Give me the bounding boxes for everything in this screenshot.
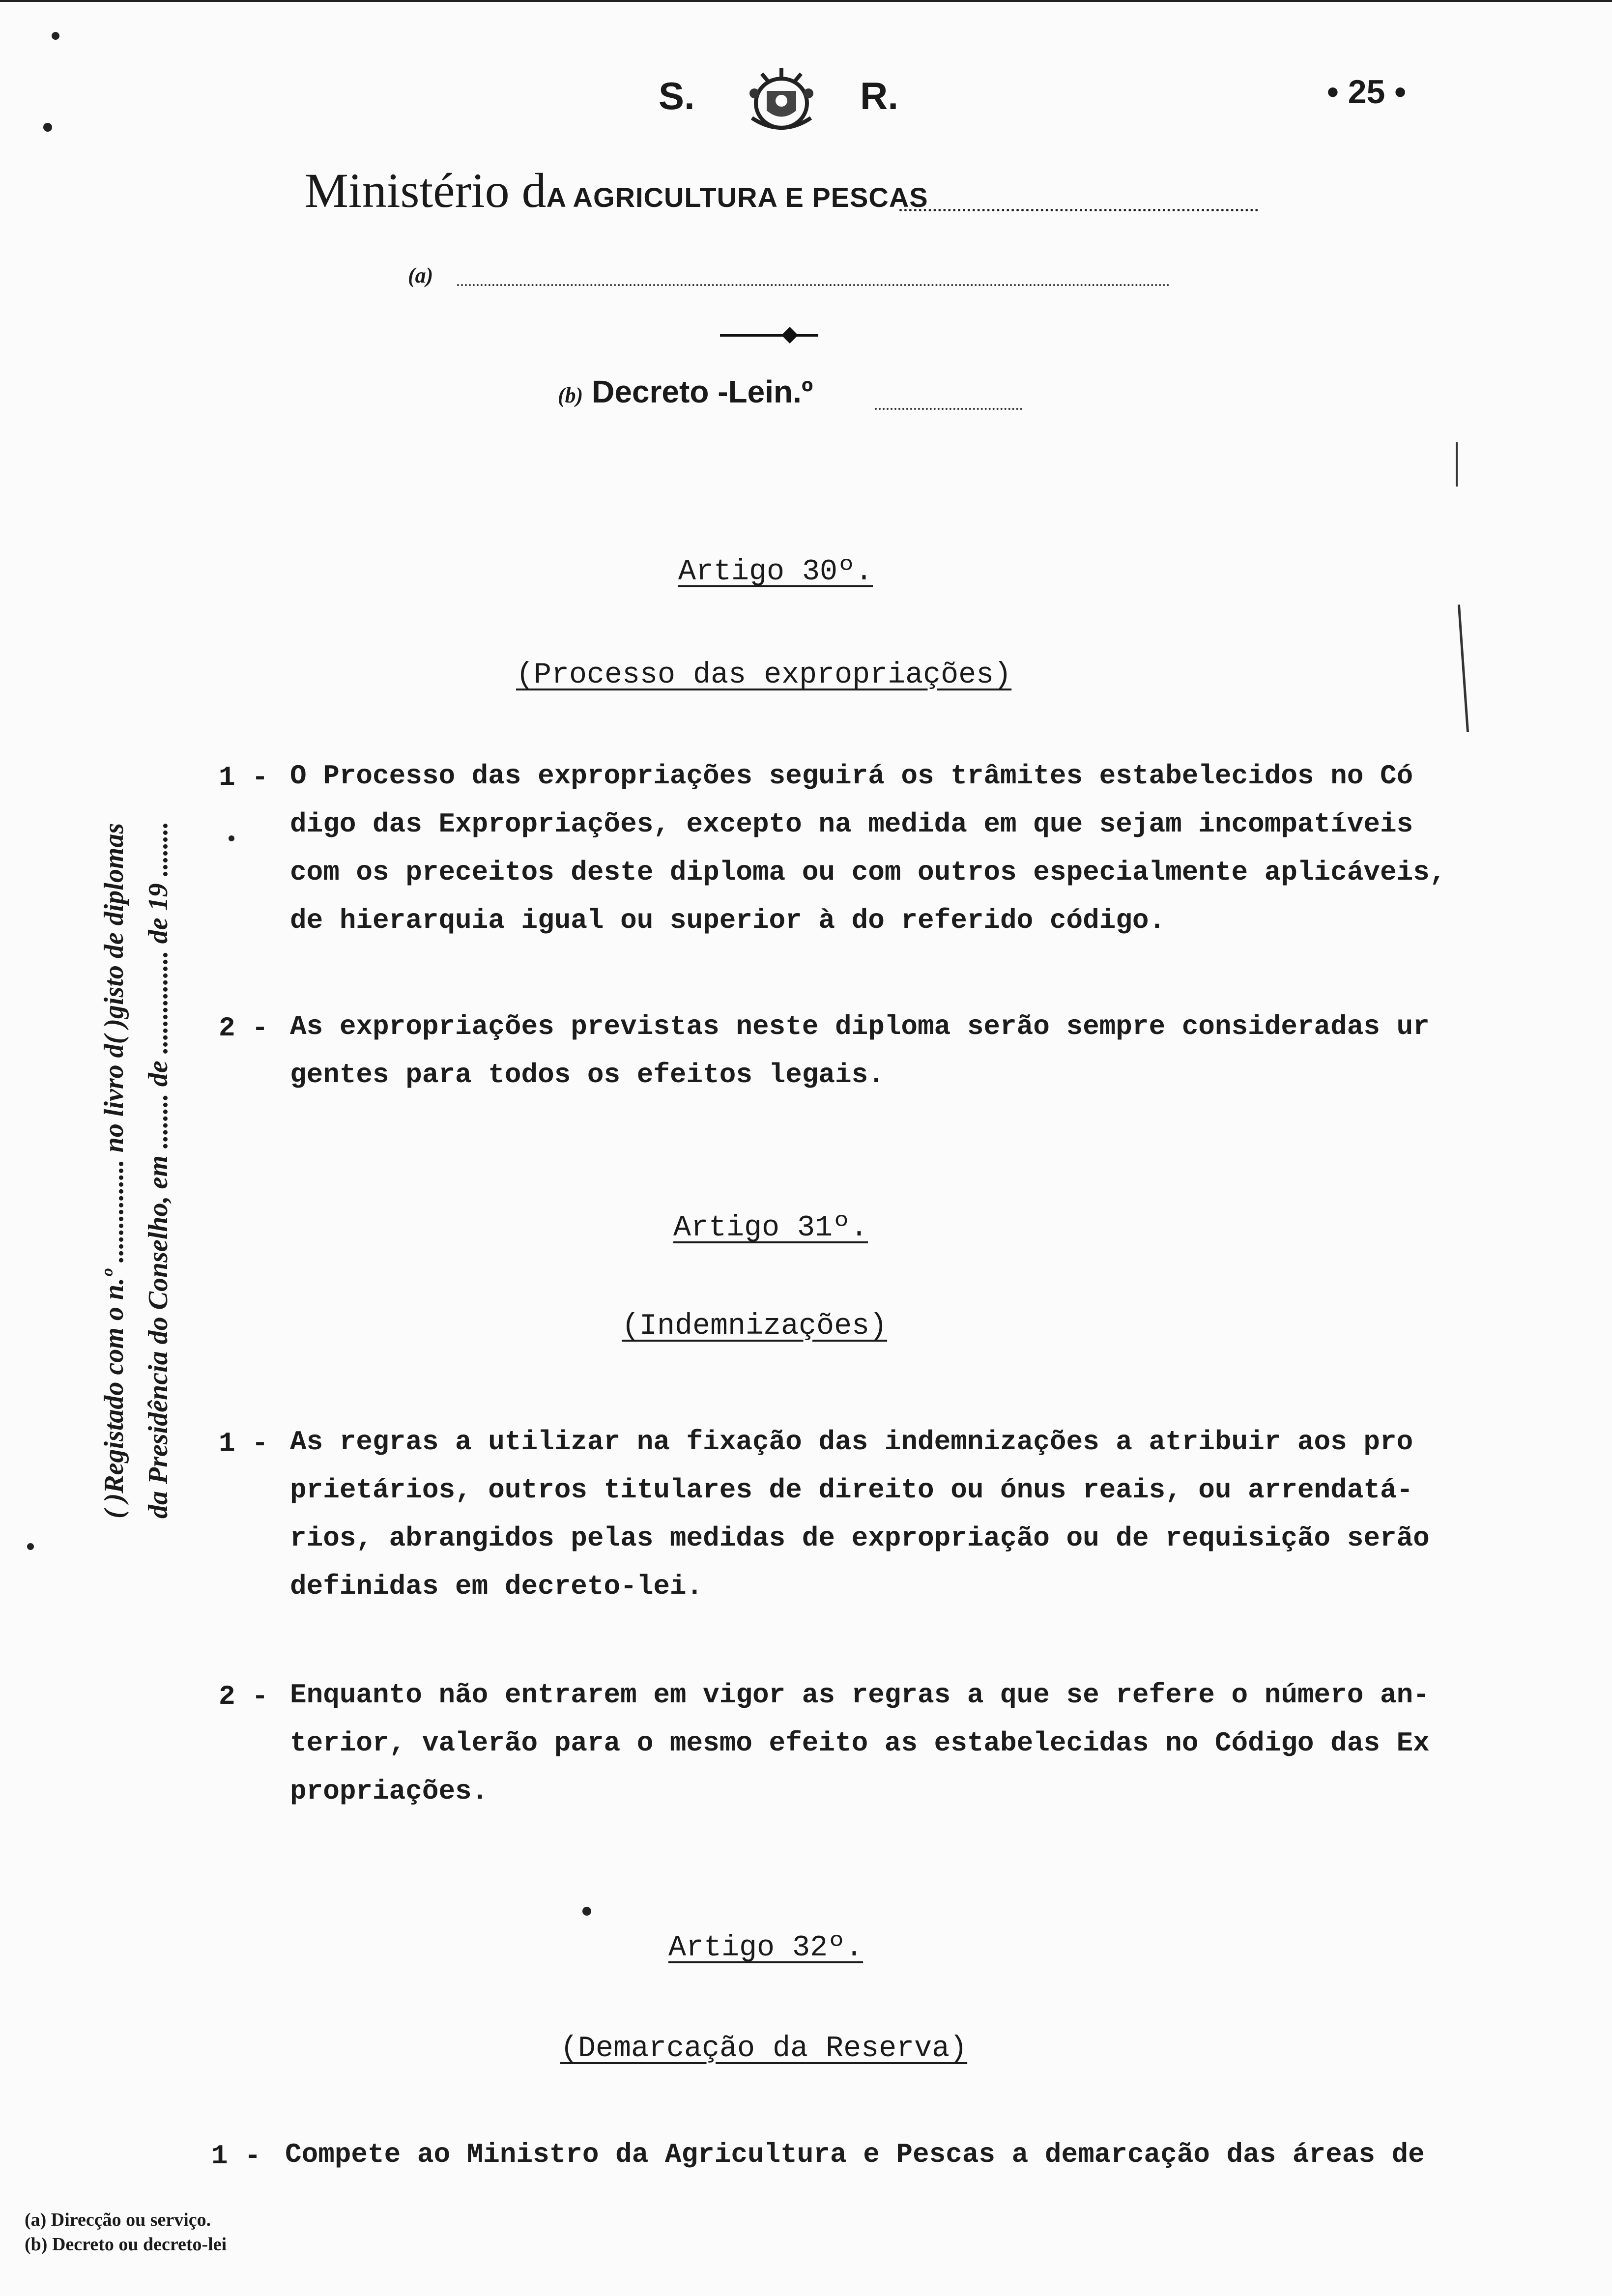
article-30-item-2-number: 2 - [219, 1012, 268, 1044]
article-32-title: Artigo 32º. [668, 1931, 864, 1965]
letterhead-r: R. [860, 74, 898, 117]
footnote-a: (a) Direcção ou serviço. [25, 2210, 211, 2230]
scan-speck [27, 1543, 34, 1550]
article-31-item-1-text: As regras a utilizar na fixação das indemnizações a atribuir aos pro prietários, outros titulares de direito ou ónus reais, ou arrendatá- rios, abrangidos pelas medidas de expropriação ou de requisição serão definidas em decreto-lei. [290, 1426, 1430, 1602]
scan-speck [582, 1907, 591, 1916]
article-30-item-1-text: O Processo das expropriações seguirá os trâmites estabelecidos no Có digo das Expropriações, excepto na medida em que sejam incompatíveis com os preceitos deste diploma ou com outros especialmente aplicáveis, de hierarquia igual ou superior à do referido código. [290, 760, 1446, 936]
article-31-subtitle: (Indemnizações) [622, 1310, 888, 1343]
footnote-b: (b) Decreto ou decreto-lei [25, 2234, 227, 2255]
scan-speck [52, 32, 59, 40]
field-a-fill-line [457, 284, 1170, 286]
article-30-item-2-text: As expropriações previstas neste diploma serão sempre consideradas ur gentes para todos os efeitos legais. [290, 1011, 1430, 1091]
coat-of-arms-icon [732, 64, 831, 138]
article-30-item-1-number: 1 - [219, 762, 268, 793]
letterhead-s: S. [659, 74, 695, 117]
article-32-subtitle: (Demarcação da Reserva) [560, 2032, 968, 2066]
article-32-item-1-text: Compete ao Ministro da Agricultura e Pescas a demarcação das áreas de [285, 2139, 1425, 2170]
header-divider [720, 334, 818, 337]
scan-mark [1458, 604, 1469, 732]
article-31-item-2-number: 2 - [219, 1681, 268, 1712]
article-30-title: Artigo 30º. [678, 555, 873, 589]
decree-label: Decreto -Lein.º [592, 374, 813, 409]
article-31-item-1-number: 1 - [219, 1428, 268, 1459]
ministry-title [305, 162, 928, 219]
decree-prefix: (b) [558, 383, 583, 407]
side-note-presidency: da Presidência do Conselho, em ........ de ............... de 19 ........ [143, 821, 173, 1519]
divider-diamond [781, 327, 798, 344]
ministry-fill-line [899, 209, 1258, 211]
article-30-subtitle: (Processo das expropriações) [516, 659, 1012, 692]
field-a-label: (a) [408, 263, 433, 287]
article-31-item-2-text: Enquanto não entrarem em vigor as regras a que se refere o número an- terior, valerão para o mesmo efeito as estabelecidas no Código das Ex propriações. [290, 1679, 1430, 1807]
decree-fill-line [875, 408, 1022, 410]
decree-line [558, 373, 813, 410]
top-border-line [0, 0, 1612, 2]
article-31-title: Artigo 31º. [673, 1211, 868, 1245]
article-32-item-1-number: 1 - [211, 2140, 261, 2172]
scan-mark [1456, 442, 1458, 487]
scan-speck [43, 123, 52, 132]
page-number: • 25 • [1327, 73, 1407, 111]
side-note-registration: ( )Registado com o n.º ............... no livro d( )gisto de diplomas [99, 823, 129, 1519]
letterhead [659, 64, 934, 143]
scan-speck [229, 835, 234, 841]
ministry-name: A AGRICULTURA E PESCAS [546, 182, 928, 213]
ministry-prefix: Ministério d [305, 163, 547, 218]
